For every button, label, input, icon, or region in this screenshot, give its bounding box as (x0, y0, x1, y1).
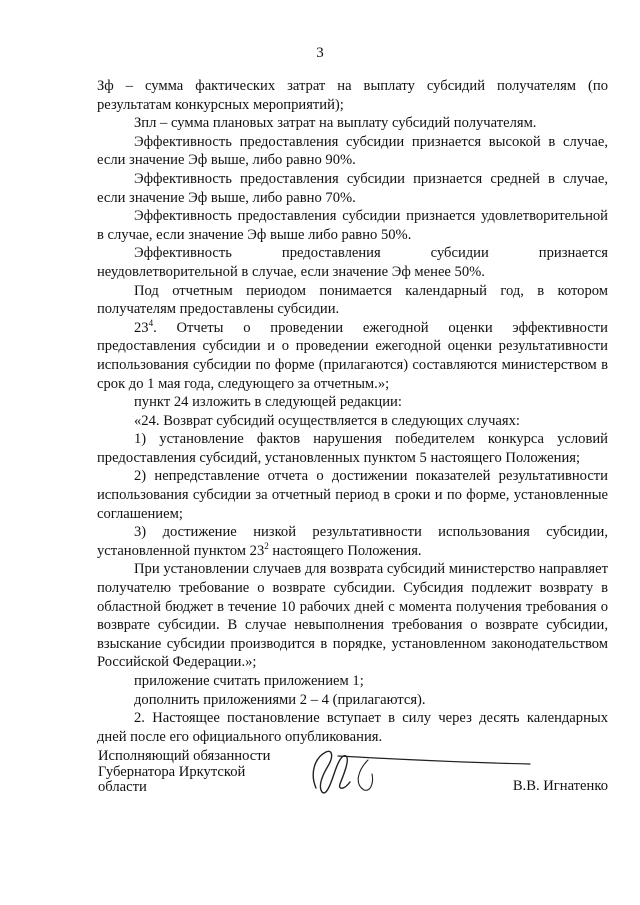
paragraph-reporting-period: Под отчетным периодом понимается календарный год, в котором получателям предоставлены субсидии. (97, 282, 608, 318)
appendix-line-2: дополнить приложениями 2 – 4 (прилагаются). (134, 691, 426, 708)
refund-paragraph: При установлении случаев для возврата субсидий министерство направляет получателю требование о возврате субсидии. Субсидия подлежит возврату в областной бюджет в течение 10 рабочих дней с момента получения требования о возврате субсидии. В случае невыполнения требования о возврате субсидии, взыскание субсидии производится в порядке, установленном законодательством Российской Федерации.»; (97, 561, 608, 671)
clause-24-item-3 (97, 523, 608, 560)
clause-24-intro: пункт 24 изложить в следующей редакции: (134, 394, 402, 411)
page-number: 3 (316, 45, 324, 61)
clause-24-item-2: 2) непредставление отчета о достижении показателей результативности использования субсидии за отчетный период в сроки и по форме, установленные соглашением; (97, 468, 608, 522)
paragraph-efficiency-unsatisfactory: Эффективность предоставления субсидии признается неудовлетворительной в случае, если значение Эф менее 50%. (97, 245, 608, 280)
paragraph-efficiency-satisfactory: Эффективность предоставления субсидии признается удовлетворительной в случае, если значение Эф выше либо равно 50%. (97, 208, 608, 243)
handwritten-signature (298, 744, 538, 804)
document-body (97, 77, 608, 746)
paragraph-efficiency-medium: Эффективность предоставления субсидии признается средней в случае, если значение Эф выше, либо равно 70%. (97, 170, 608, 206)
final-paragraph: 2. Настоящее постановление вступает в силу через десять календарных дней после его официального опубликования. (97, 710, 608, 745)
paragraph-efficiency-high: Эффективность предоставления субсидии признается высокой в случае, если значение Эф выше, либо равно 90%. (97, 133, 608, 169)
clause-23-4 (97, 319, 608, 393)
clause-text: . Отчеты о проведении ежегодной оценки эффективности предоставления субсидии и о проведении ежегодной оценки результативности использования субсидии по форме (прилагаются) составляются министерством в срок до 1 мая года, следующего за отчетным.»; (97, 319, 608, 392)
item-3-text-after: настоящего Положения. (268, 542, 422, 559)
signer-name: В.В. Игнатенко (512, 778, 608, 794)
item-3-superscript: 2 (264, 540, 269, 551)
signer-title: Исполняющий обязанности Губернатора Иркутской области (98, 748, 271, 795)
paragraph-zf-definition: Зф – сумма фактических затрат на выплату субсидий получателям (по результатам конкурсных мероприятий); (97, 78, 608, 113)
item-3-text-before: 3) достижение низкой результативности использования субсидии, установленной пунктом 23 (97, 524, 608, 559)
signature-block (98, 749, 608, 809)
paragraph-zpl-definition: Зпл – сумма плановых затрат на выплату субсидий получателям. (134, 115, 537, 132)
appendix-line-1: приложение считать приложением 1; (134, 673, 364, 689)
clause-24-heading: «24. Возврат субсидий осуществляется в следующих случаях: (134, 412, 520, 429)
clause-24-item-1: 1) установление фактов нарушения победителем конкурса условий предоставления субсидий, установленных пунктом 5 настоящего Положения; (97, 431, 608, 466)
clause-number: 23 (134, 319, 149, 336)
clause-superscript: 4 (148, 317, 154, 328)
